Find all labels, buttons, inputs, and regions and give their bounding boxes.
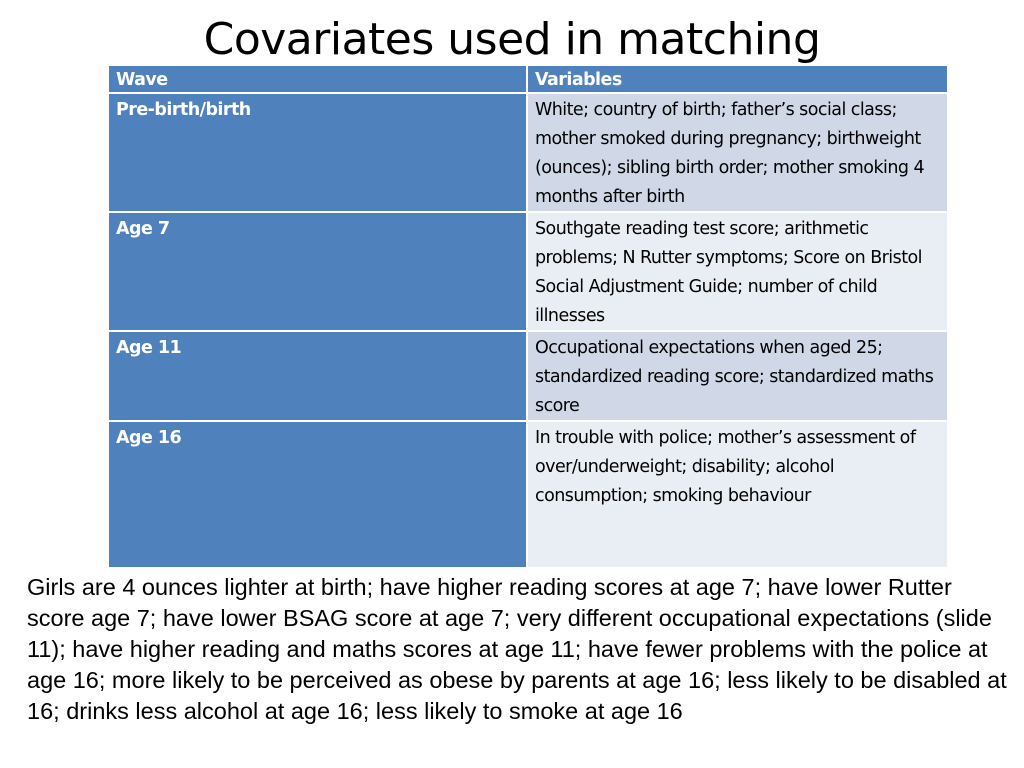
wave-cell: Pre-birth/birth: [109, 94, 528, 211]
table-row: [109, 213, 947, 332]
wave-cell: Age 16: [109, 422, 528, 567]
slide-title: Covariates used in matching: [203, 14, 821, 65]
table-row: [109, 94, 947, 213]
header-variables: Variables: [528, 66, 947, 92]
table-row: [109, 332, 947, 422]
header-wave: Wave: [109, 66, 528, 92]
covariates-table: [109, 66, 947, 567]
table-header-row: [109, 66, 947, 94]
variables-cell: Southgate reading test score; arithmetic problems; N Rutter symptoms; Score on Bristol Social Adjustment Guide; number of child illnesses: [528, 213, 947, 330]
notes-paragraph: Girls are 4 ounces lighter at birth; have higher reading scores at age 7; have lower Rutter score age 7; have lower BSAG score at age 7; very different occupational expectations (slide 11); have higher reading and maths scores at age 11; have fewer problems with the police at age 16; more likely to be perceived as obese by parents at age 16; less likely to be disabled at 16; drinks less alcohol at age 16; less likely to smoke at age 16: [27, 574, 1007, 724]
variables-cell: White; country of birth; father’s social class; mother smoked during pregnancy; birthweight (ounces); sibling birth order; mother smoking 4 months after birth: [528, 94, 947, 211]
variables-cell: Occupational expectations when aged 25; standardized reading score; standardized maths score: [528, 332, 947, 420]
wave-cell: Age 7: [109, 213, 528, 330]
variables-cell: In trouble with police; mother’s assessment of over/underweight; disability; alcohol consumption; smoking behaviour: [528, 422, 947, 567]
wave-cell: Age 11: [109, 332, 528, 420]
table-row: [109, 422, 947, 567]
